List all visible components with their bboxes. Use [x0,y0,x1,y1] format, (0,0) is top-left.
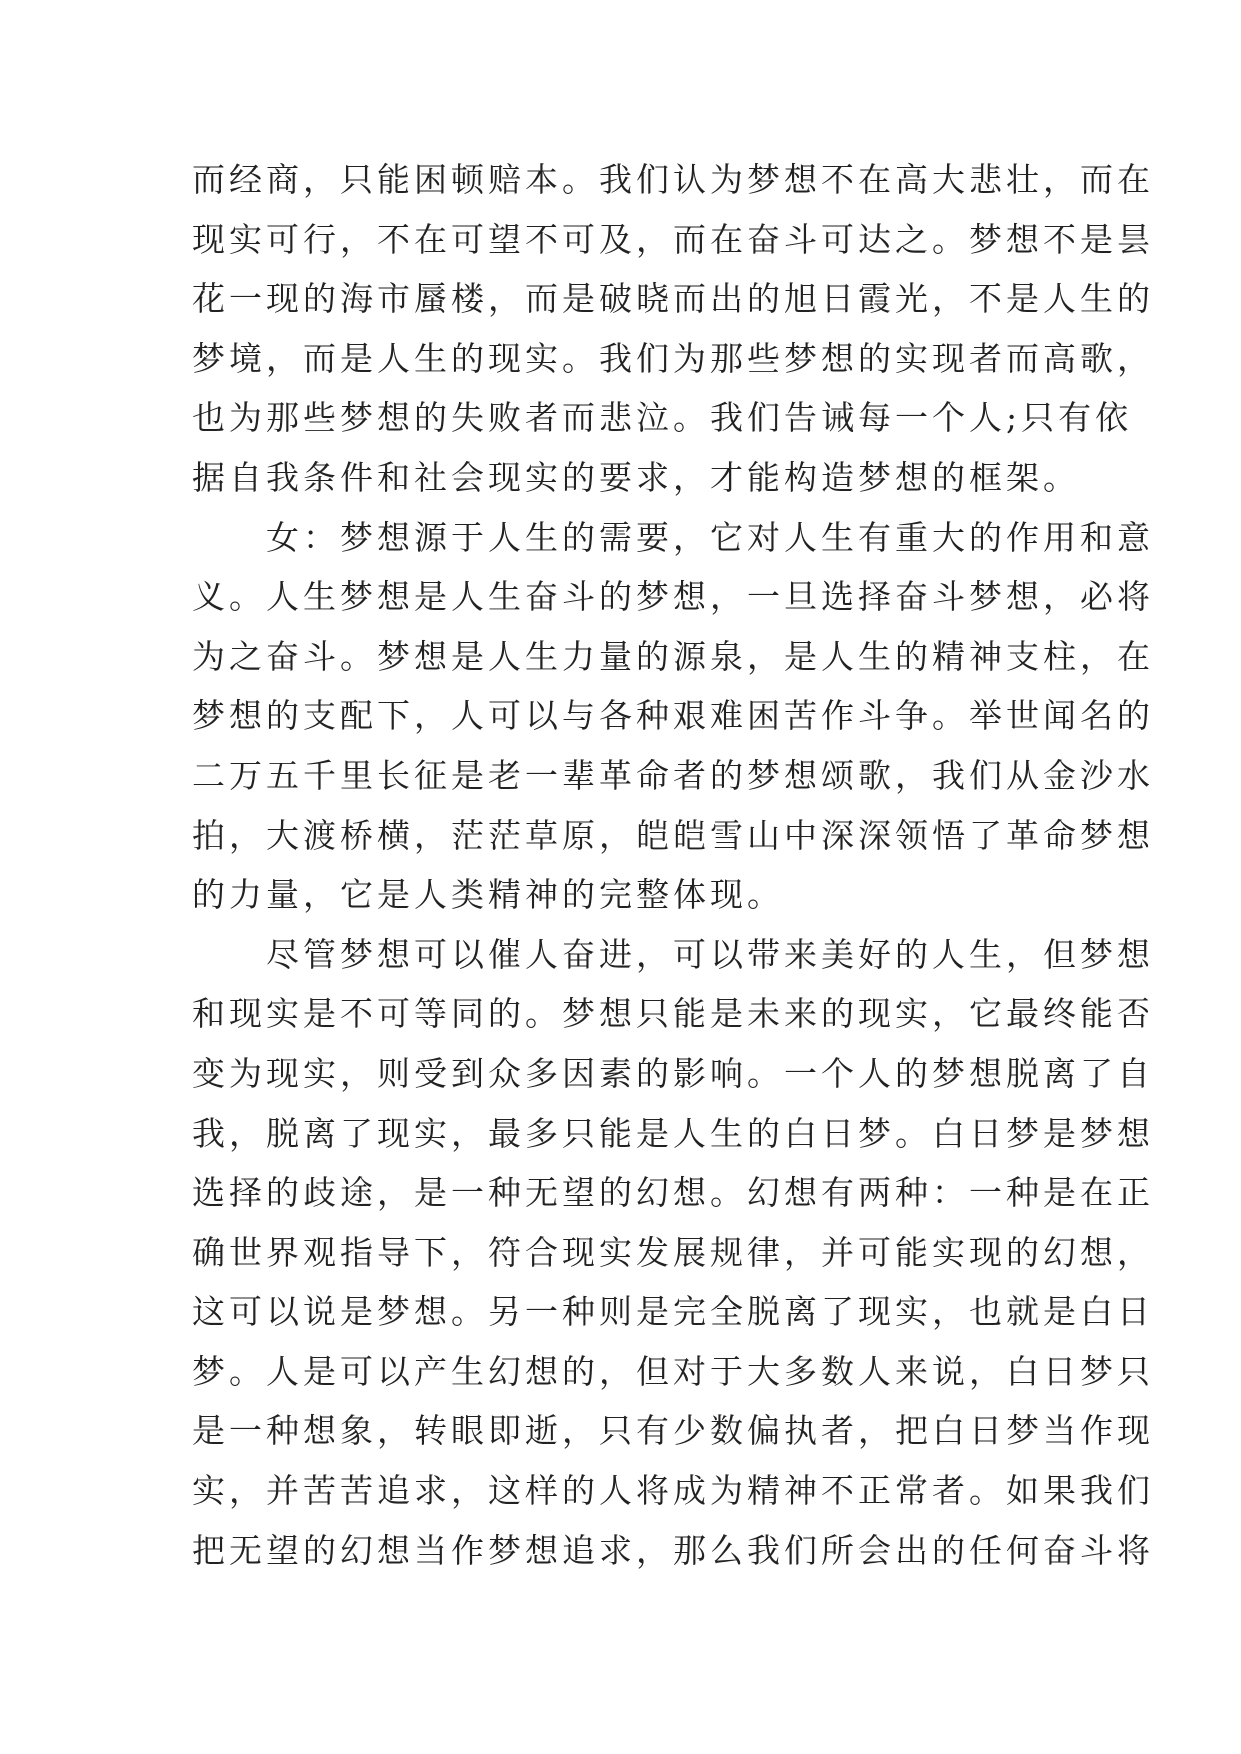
paragraph-3-line-6: 确世界观指导下，符合现实发展规律，并可能实现的幻想， [192,1232,1154,1272]
paragraph-2-line-2: 义。人生梦想是人生奋斗的梦想，一旦选择奋斗梦想，必将 [192,577,1154,617]
paragraph-3-line-4: 我，脱离了现实，最多只能是人生的白日梦。白日梦是梦想 [192,1113,1154,1153]
paragraph-3-line-10: 实，并苦苦追求，这样的人将成为精神不正常者。如果我们 [192,1471,1154,1511]
paragraph-3-line-5: 选择的歧途，是一种无望的幻想。幻想有两种：一种是在正 [192,1173,1154,1213]
body-text [192,150,1154,1580]
paragraph-1-line-3: 花一现的海市蜃楼，而是破晓而出的旭日霞光，不是人生的 [192,279,1154,319]
paragraph-3-line-7: 这可以说是梦想。另一种则是完全脱离了现实，也就是白日 [192,1292,1154,1332]
paragraph-2-line-7: 的力量，它是人类精神的完整体现。 [192,875,784,915]
paragraph-3-line-9: 是一种想象，转眼即逝，只有少数偏执者，把白日梦当作现 [192,1411,1154,1451]
paragraph-1-line-5: 也为那些梦想的失败者而悲泣。我们告诫每一个人;只有依 [192,398,1133,438]
paragraph-2-line-1: 女：梦想源于人生的需要，它对人生有重大的作用和意 [192,517,1154,557]
paragraph-3-line-8: 梦。人是可以产生幻想的，但对于大多数人来说，白日梦只 [192,1351,1154,1391]
paragraph-2-line-6: 拍，大渡桥横，茫茫草原，皑皑雪山中深深领悟了革命梦想 [192,815,1154,855]
paragraph-3-line-1: 尽管梦想可以催人奋进，可以带来美好的人生，但梦想 [192,934,1154,974]
paragraph-2-line-5: 二万五千里长征是老一辈革命者的梦想颂歌，我们从金沙水 [192,755,1154,795]
paragraph-1-line-4: 梦境，而是人生的现实。我们为那些梦想的实现者而高歌， [192,338,1154,378]
paragraph-3-line-3: 变为现实，则受到众多因素的影响。一个人的梦想脱离了自 [192,1053,1154,1093]
paragraph-1-line-2: 现实可行，不在可望不可及，而在奋斗可达之。梦想不是昙 [192,219,1154,259]
paragraph-3-line-11: 把无望的幻想当作梦想追求，那么我们所会出的任何奋斗将 [192,1530,1154,1570]
paragraph-2-line-4: 梦想的支配下，人可以与各种艰难困苦作斗争。举世闻名的 [192,696,1154,736]
paragraph-1-line-1: 而经商，只能困顿赔本。我们认为梦想不在高大悲壮，而在 [192,160,1154,199]
paragraph-1-line-6: 据自我条件和社会现实的要求，才能构造梦想的框架。 [192,457,1080,497]
paragraph-3-line-2: 和现实是不可等同的。梦想只能是未来的现实，它最终能否 [192,994,1154,1034]
paragraph-2-line-3: 为之奋斗。梦想是人生力量的源泉，是人生的精神支柱，在 [192,636,1154,676]
